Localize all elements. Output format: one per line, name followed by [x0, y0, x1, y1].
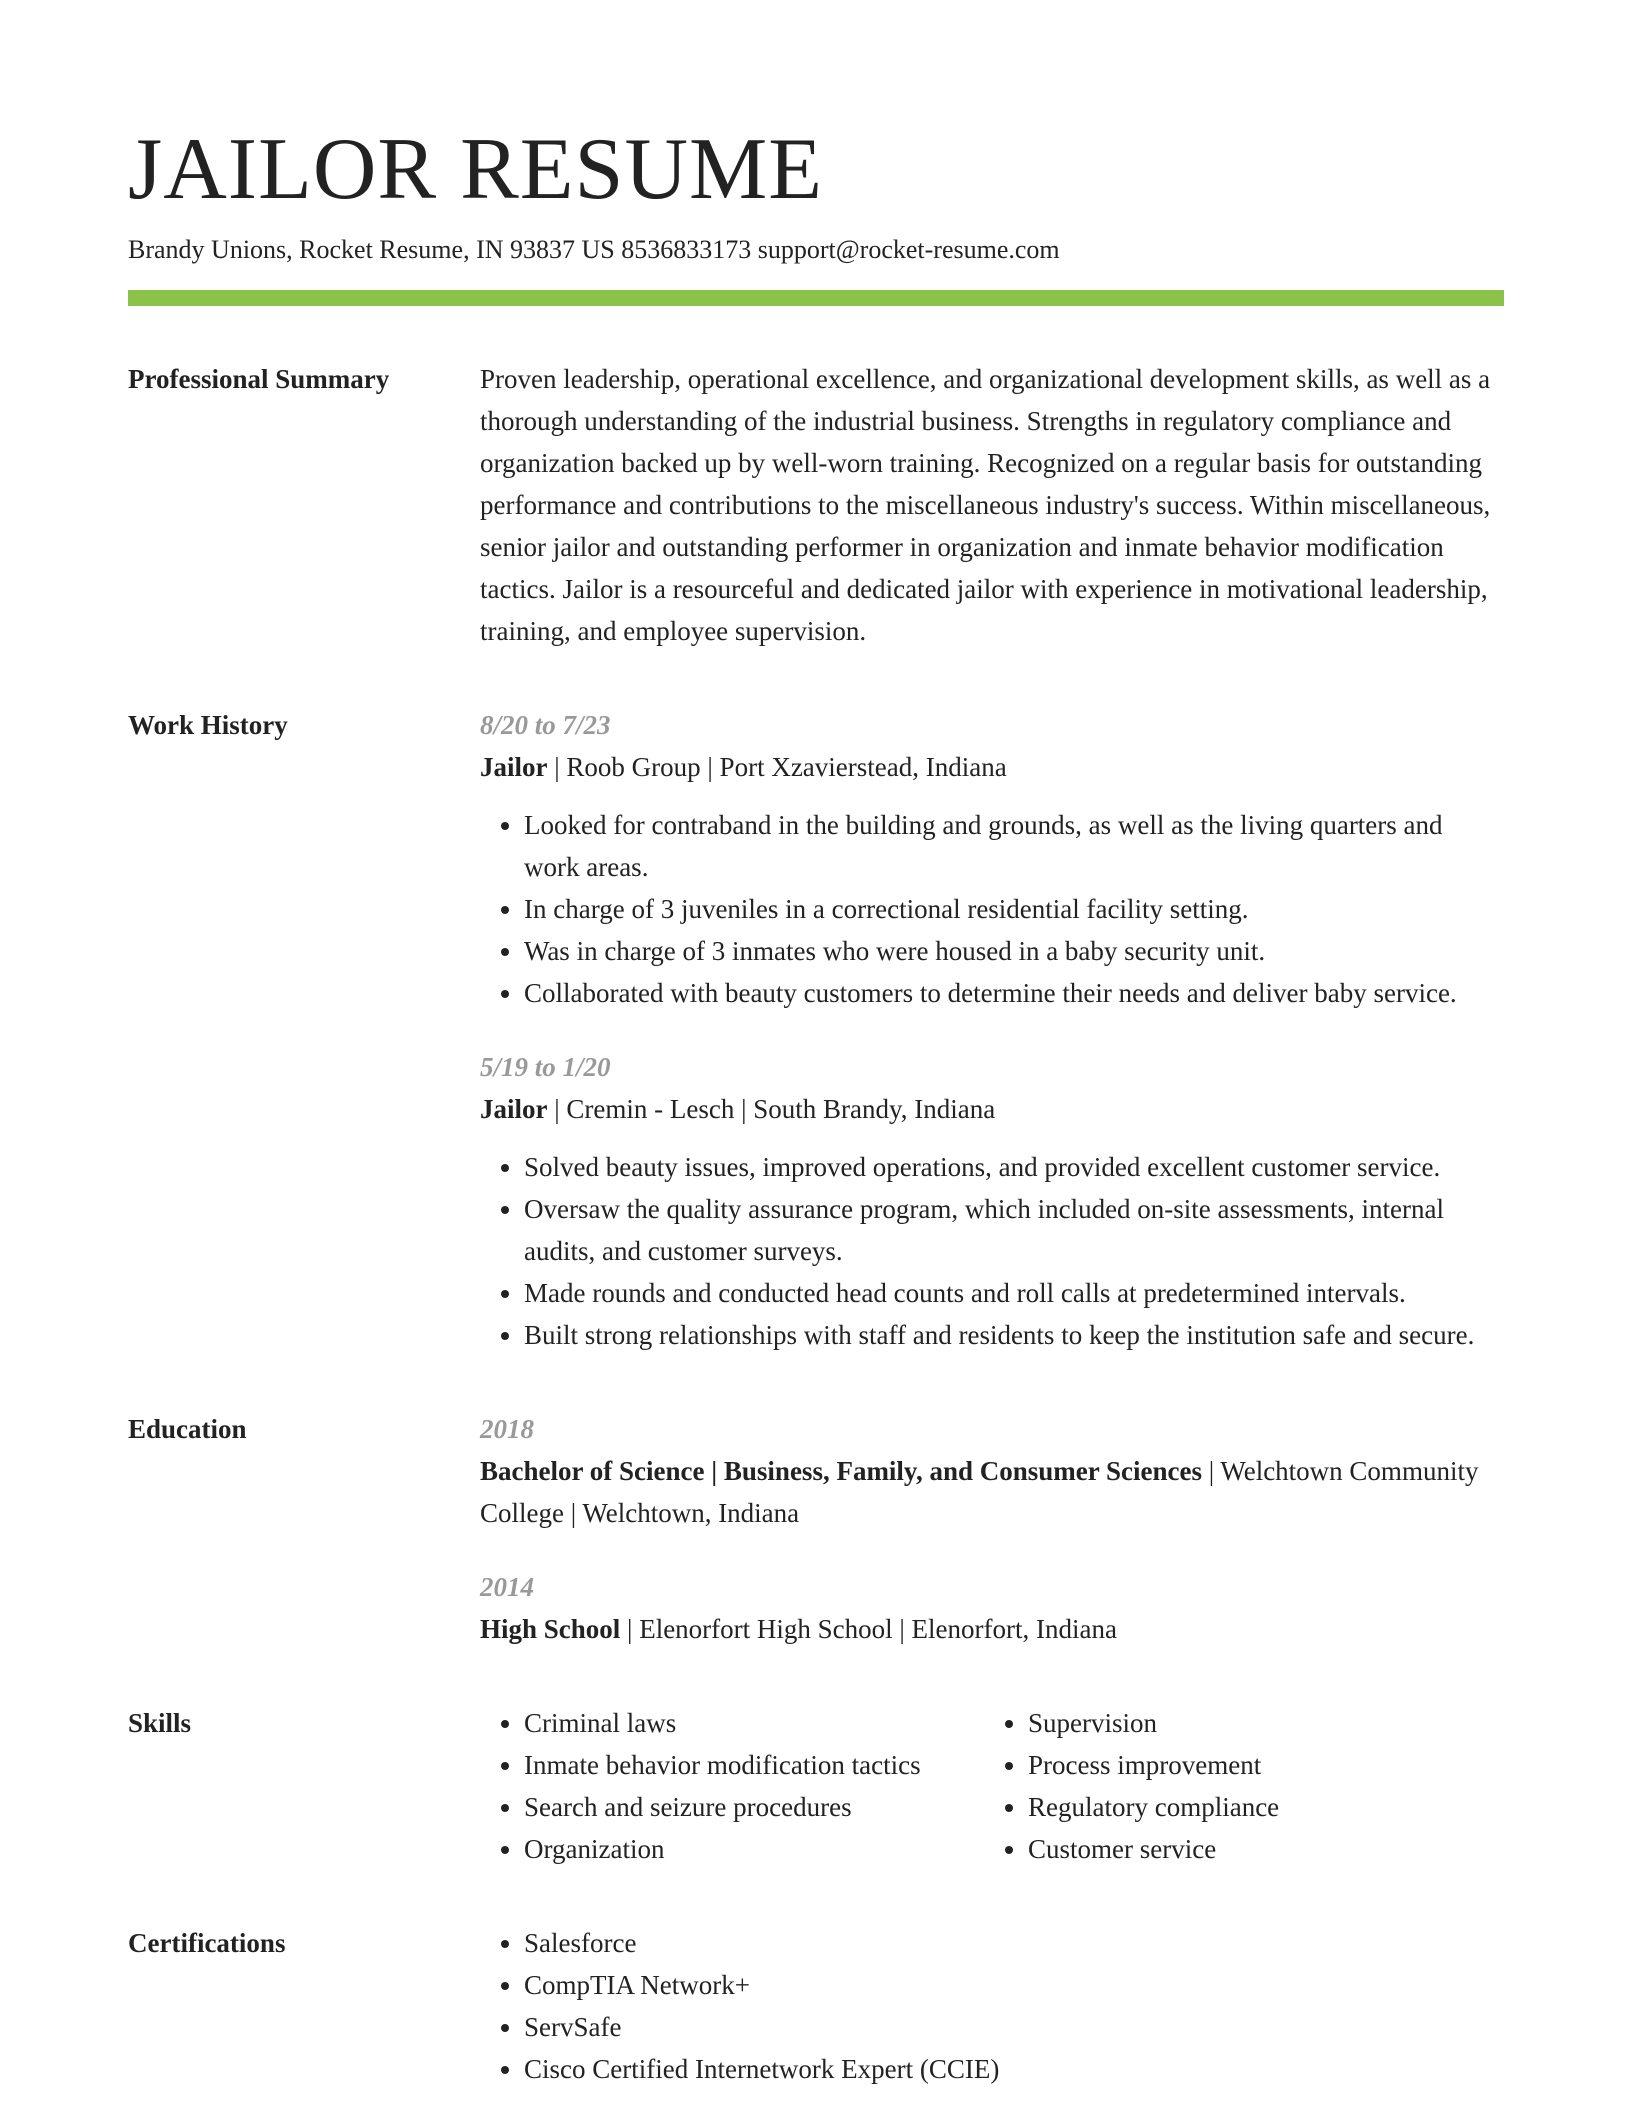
skill-item: • Search and seizure procedures — [524, 1786, 984, 1828]
education-details: | Elenorfort High School | Elenorfort, Indiana — [620, 1614, 1117, 1644]
resume-page — [128, 120, 1504, 2090]
skill-item: • Supervision — [1028, 1702, 1448, 1744]
education-degree: Bachelor of Science | Business, Family, and Consumer Sciences — [480, 1456, 1202, 1486]
skills-grid — [480, 1702, 1504, 1870]
certifications-section — [128, 1922, 1504, 2090]
education-details: | Welchtown Community College | Welchtown, Indiana — [480, 1456, 1479, 1528]
job-entry — [480, 1046, 1504, 1356]
certifications-list — [480, 1922, 1504, 2090]
accent-divider — [128, 290, 1504, 306]
summary-section — [128, 358, 1504, 652]
job-bullet: • In charge of 3 juveniles in a correctional residential facility setting. — [524, 888, 1504, 930]
skill-item: • Inmate behavior modification tactics — [524, 1744, 984, 1786]
job-bullet: • Oversaw the quality assurance program, which included on-site assessments, internal audits, and customer surveys. — [524, 1188, 1504, 1272]
skills-list-left — [480, 1702, 984, 1870]
resume-title: JAILOR RESUME — [128, 121, 824, 218]
job-entry — [480, 704, 1504, 1014]
job-line — [480, 746, 1504, 788]
certification-item: • CompTIA Network+ — [524, 1964, 1504, 2006]
job-title: Jailor — [480, 752, 548, 782]
skills-list-right — [984, 1702, 1448, 1870]
summary-heading: Professional Summary — [128, 364, 390, 394]
certification-item: • Cisco Certified Internetwork Expert (CCIE) — [524, 2048, 1504, 2090]
job-details: | Roob Group | Port Xzavierstead, Indiana — [547, 752, 1007, 782]
job-details: | Cremin - Lesch | South Brandy, Indiana — [547, 1094, 996, 1124]
education-line — [480, 1450, 1504, 1534]
job-dates: 8/20 to 7/23 — [480, 710, 611, 740]
job-line — [480, 1088, 1504, 1130]
certifications-heading: Certifications — [128, 1928, 286, 1958]
skills-section — [128, 1702, 1504, 1870]
education-line — [480, 1608, 1504, 1650]
job-bullet: • Built strong relationships with staff and residents to keep the institution safe and secure. — [524, 1314, 1504, 1356]
education-entry — [480, 1408, 1504, 1534]
education-heading: Education — [128, 1414, 247, 1444]
contact-line: Brandy Unions, Rocket Resume, IN 93837 US 8536833173 support@rocket-resume.com — [128, 235, 1060, 264]
job-dates: 5/19 to 1/20 — [480, 1052, 611, 1082]
education-section — [128, 1408, 1504, 1650]
summary-text: Proven leadership, operational excellence, and organizational development skills, as well as a thorough understanding of the industrial business. Strengths in regulatory compliance and organization backed up by well-worn training. Recognized on a regular basis for outstanding performance and contributions to the miscellaneous industry's success. Within miscellaneous, senior jailor and outstanding performer in organization and inmate behavior modification tactics. Jailor is a resourceful and dedicated jailor with experience in motivational leadership, training, and employee supervision. — [480, 364, 1491, 646]
skill-item: • Organization — [524, 1828, 984, 1870]
work-history-section — [128, 704, 1504, 1356]
job-bullet: • Was in charge of 3 inmates who were housed in a baby security unit. — [524, 930, 1504, 972]
job-bullet: • Looked for contraband in the building and grounds, as well as the living quarters and work areas. — [524, 804, 1504, 888]
job-title: Jailor — [480, 1094, 548, 1124]
certification-item: • ServSafe — [524, 2006, 1504, 2048]
work-history-heading: Work History — [128, 710, 288, 740]
job-bullet: • Made rounds and conducted head counts and roll calls at predetermined intervals. — [524, 1272, 1504, 1314]
job-bullet: • Solved beauty issues, improved operations, and provided excellent customer service. — [524, 1146, 1504, 1188]
skills-heading: Skills — [128, 1708, 192, 1738]
skill-item: • Regulatory compliance — [1028, 1786, 1448, 1828]
skill-item: • Customer service — [1028, 1828, 1448, 1870]
job-bullets — [480, 804, 1504, 1014]
education-degree: High School — [480, 1614, 621, 1644]
education-year: 2014 — [480, 1572, 534, 1602]
certification-item: • Salesforce — [524, 1922, 1504, 1964]
skill-item: • Process improvement — [1028, 1744, 1448, 1786]
job-bullets — [480, 1146, 1504, 1356]
education-year: 2018 — [480, 1414, 534, 1444]
skill-item: • Criminal laws — [524, 1702, 984, 1744]
education-entry — [480, 1566, 1504, 1650]
job-bullet: • Collaborated with beauty customers to determine their needs and deliver baby service. — [524, 972, 1504, 1014]
